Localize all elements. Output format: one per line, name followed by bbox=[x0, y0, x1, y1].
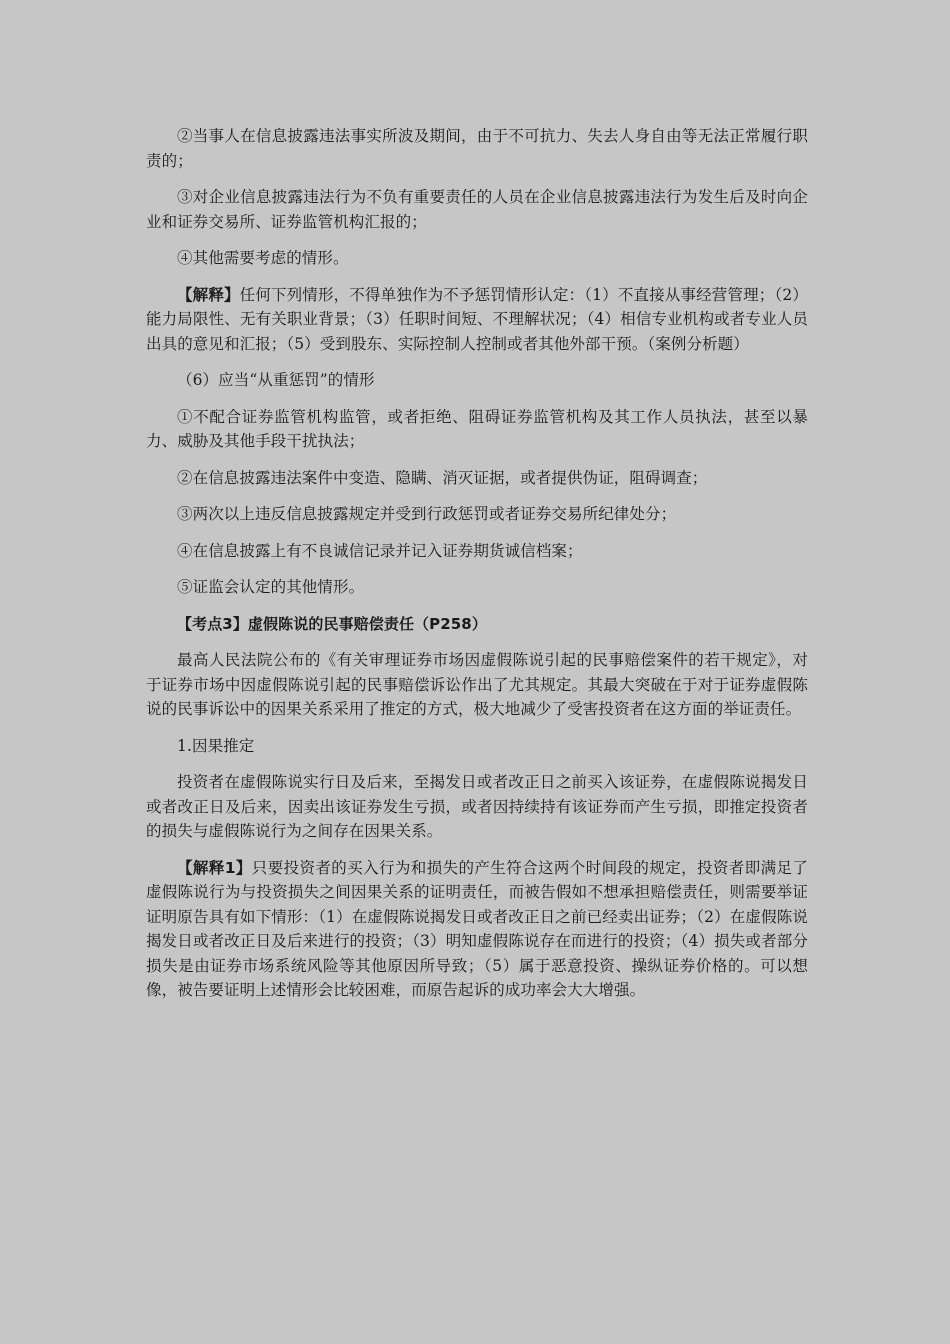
paragraph-intro: 最高人民法院公布的《有关审理证券市场因虚假陈说引起的民事赔偿案件的若干规定》，对于证券市场中因虚假陈说引起的民事赔偿诉讼作出了尤其规定。其最大突破在于对于证券虚假陈说的民事诉讼中的因果关系采用了推定的方式，极大地减少了受害投资者在这方面的举证责任。 bbox=[146, 651, 808, 718]
paragraph-item-4: ④其他需要考虑的情形。 bbox=[177, 249, 349, 267]
explanation-1-lead: 【解释1】 bbox=[177, 858, 252, 877]
paragraph-heavy-2: ②在信息披露违法案件中变造、隐瞒、消灭证据，或者提供伪证，阻碍调查； bbox=[177, 468, 708, 487]
section-heading: 【考点3】虚假陈说的民事赔偿责任（P258） bbox=[177, 614, 487, 633]
explanation-lead: 【解释】 bbox=[177, 285, 240, 304]
paragraph-explanation bbox=[146, 283, 808, 357]
paragraph-explanation-1 bbox=[146, 856, 808, 1003]
paragraph-item-2: ②当事人在信息披露违法事实所波及期间，由于不可抗力、失去人身自由等无法正常履行职责的； bbox=[146, 127, 808, 170]
paragraph-causal-body: 投资者在虚假陈说实行日及后来，至揭发日或者改正日之前买入该证券，在虚假陈说揭发日或者改正日及后来，因卖出该证券发生亏损，或者因持续持有该证券而产生亏损，即推定投资者的损失与虚假陈说行为之间存在因果关系。 bbox=[146, 773, 808, 840]
paragraph-subheading: （6）应当“从重惩罚”的情形 bbox=[177, 371, 375, 389]
paragraph-heavy-5: ⑤证监会认定的其他情形。 bbox=[177, 578, 365, 596]
explanation-1-text: 只要投资者的买入行为和损失的产生符合这两个时间段的规定，投资者即满足了虚假陈说行为与投资损失之间因果关系的证明责任，而被告假如不想承担赔偿责任，则需要举证证明原告具有如下情形：（1）在虚假陈说揭发日或者改正日之前已经卖出证券；（2）在虚假陈说揭发日或者改正日及后来进行的投资；（3）明知虚假陈说存在而进行的投资；（4）损失或者部分损失是由证券市场系统风险等其他原因所导致；（5）属于恶意投资、操纵证券价格的。可以想像，被告要证明上述情形会比较困难，而原告起诉的成功率会大大增强。 bbox=[146, 858, 808, 999]
paragraph-heavy-1: ①不配合证券监管机构监管，或者拒绝、阻碍证券监管机构及其工作人员执法，甚至以暴力、威胁及其他手段干扰执法； bbox=[146, 407, 808, 450]
paragraph-item-3: ③对企业信息披露违法行为不负有重要责任的人员在企业信息披露违法行为发生后及时向企业和证券交易所、证券监管机构汇报的； bbox=[146, 188, 808, 231]
paragraph-causal-title: 1.因果推定 bbox=[177, 736, 255, 755]
explanation-text: 任何下列情形，不得单独作为不予惩罚情形认定：（1）不直接从事经营管理；（2）能力局限性、无有关职业背景；（3）任职时间短、不理解状况；（4）相信专业机构或者专业人员出具的意见和汇报；（5）受到股东、实际控制人控制或者其他外部干预。（案例分析题） bbox=[146, 285, 808, 353]
paragraph-heavy-3: ③两次以上违反信息披露规定并受到行政惩罚或者证券交易所纪律处分； bbox=[177, 505, 677, 523]
document-page bbox=[146, 124, 808, 1015]
paragraph-heavy-4: ④在信息披露上有不良诚信记录并记入证券期货诚信档案； bbox=[177, 541, 583, 560]
